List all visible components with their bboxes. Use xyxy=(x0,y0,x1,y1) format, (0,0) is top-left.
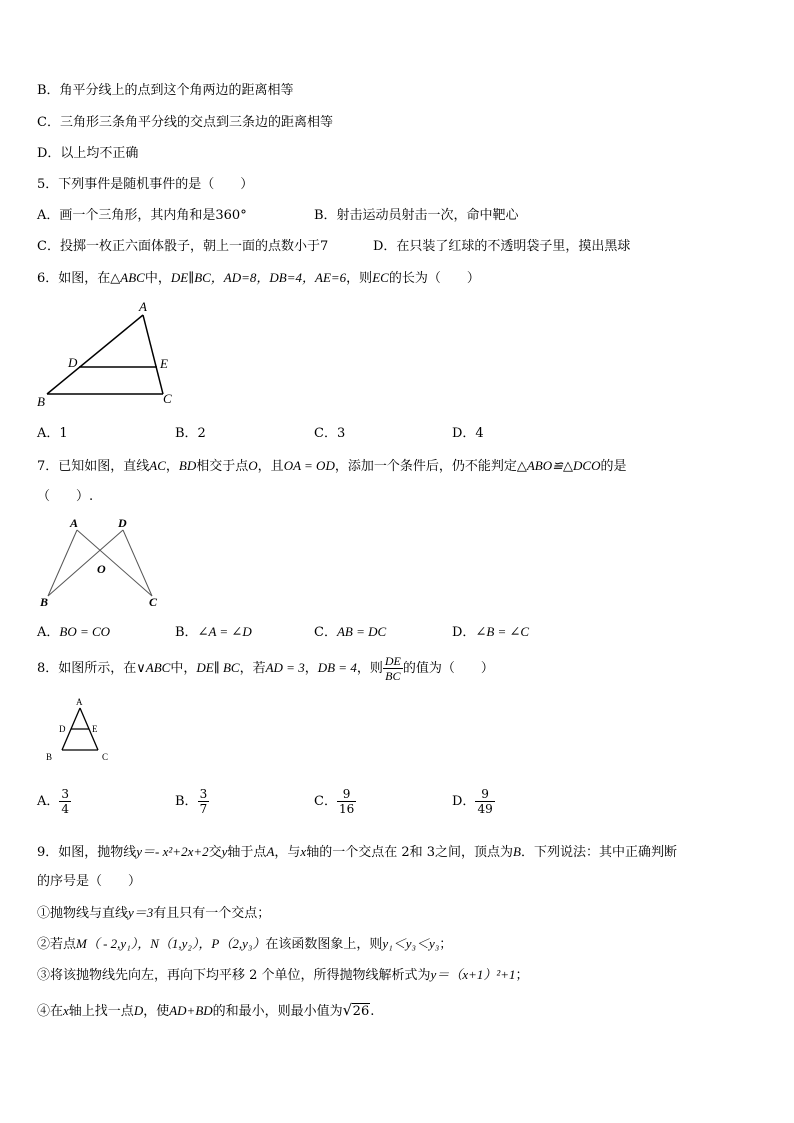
q5-option-a: A．画一个三角形，其内角和是360° xyxy=(37,208,247,223)
q7-line-ab xyxy=(48,530,77,596)
q7-figure xyxy=(35,512,165,614)
q7-option-c-prefix: C． xyxy=(314,625,337,640)
q8-option-d-denominator: 49 xyxy=(477,802,493,816)
q7-label-a: A xyxy=(70,516,79,530)
q7-option-a-text: BO = CO xyxy=(59,624,111,639)
q5-option-c: C．投掷一枚正六面体骰子，朝上一面的点数小于7 xyxy=(37,239,329,254)
q8-option-b-fraction xyxy=(198,787,210,816)
q5-option-d: D．在只装了红球的不透明袋子里，摸出黑球 xyxy=(373,239,631,254)
q7-stem-mid2: ，且 xyxy=(257,459,284,474)
q8-stem-ad: AD = 3 xyxy=(265,660,305,675)
q8-option-a-numerator: 3 xyxy=(61,787,70,801)
q8-label-b: B xyxy=(46,752,53,762)
q7-option-b-text: ∠A = ∠D xyxy=(197,624,252,639)
q8-fraction-denominator: BC xyxy=(385,669,401,683)
q6-stem-cond: DE∥BC，AD=8，DB=4，AE=6 xyxy=(170,270,347,285)
q8-fraction-numerator: DE xyxy=(384,654,401,668)
q8-label-a: A xyxy=(76,697,83,707)
q6-stem-mid2: ，则 xyxy=(346,271,373,286)
q8-label-c: C xyxy=(102,752,109,762)
q7-stem-pre: 7．已知如图，直线 xyxy=(37,459,150,474)
q7-stem xyxy=(37,457,626,476)
q6-figure xyxy=(30,298,190,410)
q7-stem-mid: 相交于点 xyxy=(196,459,249,474)
q6-label-e: E xyxy=(160,356,168,371)
q4-option-d: D．以上均不正确 xyxy=(37,146,139,161)
q8-stem-pre: 8．如图所示，在 xyxy=(37,661,137,676)
q6-stem xyxy=(37,269,480,288)
q8-option-b-prefix: B． xyxy=(175,794,198,809)
q9-s2-pre: ②若点 xyxy=(37,937,77,952)
q8-option-d-prefix: D． xyxy=(452,794,476,809)
q8-stem-db: DB = 4 xyxy=(317,660,357,675)
q8-stem-tri: ∨ABC xyxy=(136,660,171,675)
q8-option-a-fraction xyxy=(59,787,71,816)
q6-label-d: D xyxy=(68,355,78,370)
q7-stem-bd: BD xyxy=(178,458,197,473)
q9-line1-x: x xyxy=(300,844,307,859)
q6-label-a: A xyxy=(139,299,147,314)
q7-option-a-prefix: A． xyxy=(37,625,60,640)
q5-option-b: B．射击运动员射击一次，命中靶心 xyxy=(314,208,519,223)
q7-stem-eq: OA = OD xyxy=(283,458,335,473)
q9-statement-2 xyxy=(37,935,452,954)
q7-stem-o: O xyxy=(248,458,258,473)
q8-option-b-denominator: 7 xyxy=(199,802,208,816)
q6-stem-post: 的长为（ ） xyxy=(388,271,480,286)
q8-option-d-fraction xyxy=(475,787,494,816)
q6-stem-abc: ABC xyxy=(120,270,145,285)
q9-line1-mid3: ，与 xyxy=(274,845,301,860)
q7-option-c xyxy=(314,623,386,642)
q9-statement-1 xyxy=(37,904,270,923)
q8-label-d: D xyxy=(59,724,66,734)
q7-line-ac xyxy=(77,530,152,596)
q9-s4-sum: AD+BD xyxy=(169,1003,213,1018)
q7-option-a xyxy=(37,623,110,642)
q9-s1-pre: ①抛物线与直线 xyxy=(37,906,129,921)
q7-line-bd xyxy=(48,530,123,596)
q9-line1-pre: 9．如图，抛物线 xyxy=(37,845,137,860)
q8-option-a xyxy=(37,784,71,820)
q9-s2-mid: 在该函数图象上，则 xyxy=(265,937,383,952)
q8-option-c-numerator: 9 xyxy=(337,787,356,802)
q9-s2-ineq: y₁＜y₃＜y₃ xyxy=(382,936,440,951)
q9-s1-eq: y＝3 xyxy=(128,905,154,920)
q8-option-a-denominator: 4 xyxy=(61,802,70,816)
q9-line1-eq: y＝- x²+2x+2 xyxy=(136,844,209,859)
q8-option-c xyxy=(314,784,356,820)
q9-line1-mid: 交 xyxy=(208,845,222,860)
q7-stem-post: 的是 xyxy=(600,459,627,474)
q6-stem-pre: 6．如图，在△ xyxy=(37,271,121,286)
q6-label-b: B xyxy=(37,394,45,409)
q8-option-d-numerator: 9 xyxy=(475,787,494,802)
q7-label-o: O xyxy=(97,562,106,576)
q9-s3-pre: ③将该抛物线先向左，再向下均平移 2 个单位，所得抛物线解析式为 xyxy=(37,968,431,983)
q9-line1-b: B xyxy=(513,844,521,859)
q7-label-c: C xyxy=(149,595,158,609)
q9-s4-x: x xyxy=(63,1003,69,1018)
q8-option-c-prefix: C． xyxy=(314,794,337,809)
q8-stem-mid3: ，则 xyxy=(356,661,383,676)
q6-option-b: B．2 xyxy=(175,426,206,441)
q8-stem-post: 的值为（ ） xyxy=(402,661,494,676)
q8-stem-fraction xyxy=(383,654,403,683)
q7-line-dc xyxy=(123,530,152,596)
q9-s2-post: ； xyxy=(439,937,453,952)
q9-s4-mid3: 的和最小，则最小值为 xyxy=(212,1004,343,1019)
q9-s3-eq: y＝（x+1）²+1 xyxy=(430,967,516,982)
q7-stem-line2: （ ）. xyxy=(37,489,94,504)
q9-line1-mid2: 轴于点 xyxy=(227,845,267,860)
q5-stem: 5．下列事件是随机事件的是（ ） xyxy=(37,177,254,192)
q7-stem-cong: △ABO≌△DCO xyxy=(516,458,601,473)
q9-stem-line2: 的序号是（ ） xyxy=(37,874,142,889)
q7-option-c-text: AB = DC xyxy=(336,624,387,639)
q6-option-c: C．3 xyxy=(314,426,346,441)
q7-option-d xyxy=(452,623,529,642)
q8-stem-mid2: ，若 xyxy=(239,661,266,676)
q9-s4-radicand: 26 xyxy=(352,1004,370,1019)
q6-stem-mid1: 中， xyxy=(144,271,171,286)
q9-s4-pre: ④在 xyxy=(37,1004,64,1019)
q9-statement-4 xyxy=(37,1002,374,1021)
q9-statement-3 xyxy=(37,966,529,985)
q6-stem-ec: EC xyxy=(372,270,389,285)
q8-label-e: E xyxy=(92,724,98,734)
q8-option-b xyxy=(175,784,209,820)
q9-s4-mid2: ，使 xyxy=(143,1004,170,1019)
q6-option-d: D．4 xyxy=(452,426,484,441)
q4-option-b: B．角平分线上的点到这个角两边的距离相等 xyxy=(37,83,294,98)
q7-stem-ac: AC xyxy=(149,458,166,473)
q9-line1-y: y xyxy=(221,844,228,859)
q9-stem-line1 xyxy=(37,843,677,862)
q9-line1-post: 轴的一个交点在 2和 3之间，顶点为 xyxy=(306,845,513,860)
q8-option-d xyxy=(452,784,495,820)
q8-option-a-prefix: A． xyxy=(37,794,60,809)
q8-stem-sep: ， xyxy=(304,661,318,676)
q6-side-ac xyxy=(143,315,163,394)
q8-stem xyxy=(37,652,494,685)
radical-sign-icon: √ xyxy=(342,1001,353,1019)
q9-s3-post: ； xyxy=(515,968,529,983)
q7-option-b-prefix: B． xyxy=(175,625,198,640)
q7-option-b xyxy=(175,623,252,642)
q9-line1-end: ．下列说法：其中正确判断 xyxy=(520,845,677,860)
q9-s1-post: 有且只有一个交点； xyxy=(153,906,271,921)
q7-label-b: B xyxy=(40,595,49,609)
q7-option-d-text: ∠B = ∠C xyxy=(475,624,530,639)
q8-option-c-denominator: 16 xyxy=(338,802,355,816)
q9-s4-d: D xyxy=(133,1003,144,1018)
q9-s4-post: . xyxy=(370,1004,375,1019)
q8-option-b-numerator: 3 xyxy=(199,787,208,801)
q7-stem-mid3: ，添加一个条件后，仍不能判定 xyxy=(334,459,517,474)
q7-option-d-prefix: D． xyxy=(452,625,476,640)
q8-figure xyxy=(40,694,120,764)
q9-s2-pts: M（ - 2,y₁），N（1,y₂），P（2,y₃） xyxy=(76,936,266,951)
q4-option-c: C．三角形三条角平分线的交点到三条边的距离相等 xyxy=(37,115,333,130)
q7-label-d: D xyxy=(118,516,127,530)
q7-stem-sep: ， xyxy=(165,459,179,474)
q9-s4-mid: 轴上找一点 xyxy=(68,1004,134,1019)
q6-side-ab xyxy=(47,315,143,394)
q8-stem-par: DE∥ BC xyxy=(196,660,240,675)
q9-s4-sqrt xyxy=(343,1003,371,1021)
q6-label-c: C xyxy=(163,391,172,406)
q9-line1-a: A xyxy=(266,844,275,859)
q8-stem-mid1: 中， xyxy=(170,661,197,676)
q8-option-c-fraction xyxy=(337,787,356,816)
q6-option-a: A．1 xyxy=(37,426,68,441)
